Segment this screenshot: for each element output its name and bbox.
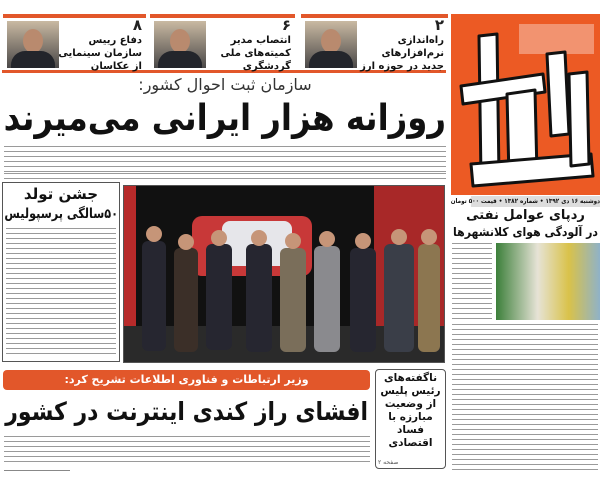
event-photo [123, 185, 445, 363]
teaser-photo [7, 21, 59, 68]
sports-headline-1[interactable]: جشن تولد [23, 185, 99, 203]
lead-headline[interactable]: روزانه هزار ایرانی می‌میرند [3, 98, 447, 139]
teaser-6[interactable] [150, 14, 295, 70]
sports-body-text [6, 228, 116, 358]
right-story-body-text [452, 243, 492, 321]
teaser-8[interactable] [3, 14, 146, 70]
lead-body-text [4, 173, 446, 181]
right-story-headline-1[interactable]: ردپای عوامل نفتی [466, 208, 585, 223]
teaser-title: راه‌اندازی نرم‌افزارهای جدید در حوزه ارز [360, 35, 444, 72]
teaser-photo [305, 21, 357, 68]
police-page-ref[interactable]: صفحه ۲ [378, 459, 399, 466]
teaser-number: ۲ [434, 16, 444, 34]
teaser-title: انتصاب مدیر کمیته‌های ملی گردشگری [220, 35, 291, 72]
issue-date-line: دوشنبه ۱۶ دی ۱۳۹۲ • شماره ۱۳۸۲ • قیمت ۵۰۰ تومان [450, 197, 600, 205]
internet-kicker: وزیر ارتباطات و فناوری اطلاعات تشریح کرد: [64, 373, 309, 386]
internet-body-text [4, 436, 370, 466]
lead-body-text [4, 146, 446, 172]
sports-headline-2[interactable]: ۵۰سالگی پرسپولیس [4, 206, 118, 222]
fuel-nozzle-photo [496, 243, 600, 320]
teaser-number: ۶ [281, 16, 291, 34]
right-story-headline-2[interactable]: در آلودگی هوای کلانشهرها [452, 225, 598, 239]
teaser-photo [154, 21, 206, 68]
teaser-title: دفاع رییس سازمان سینمایی از عکاسان [58, 35, 142, 72]
right-story-body-text [452, 324, 598, 470]
masthead-logo [451, 14, 600, 195]
divider [4, 470, 70, 471]
teaser-number: ۸ [132, 16, 142, 34]
police-headline[interactable]: ناگفته‌های رئیس پلیس از وضعیت مبارزه با فساد اقتصادی [380, 372, 441, 449]
teaser-2[interactable] [301, 14, 448, 70]
lead-kicker: سازمان ثبت احوال کشور: [138, 75, 312, 94]
internet-headline[interactable]: افشای راز کندی اینترنت در کشور [5, 397, 368, 426]
